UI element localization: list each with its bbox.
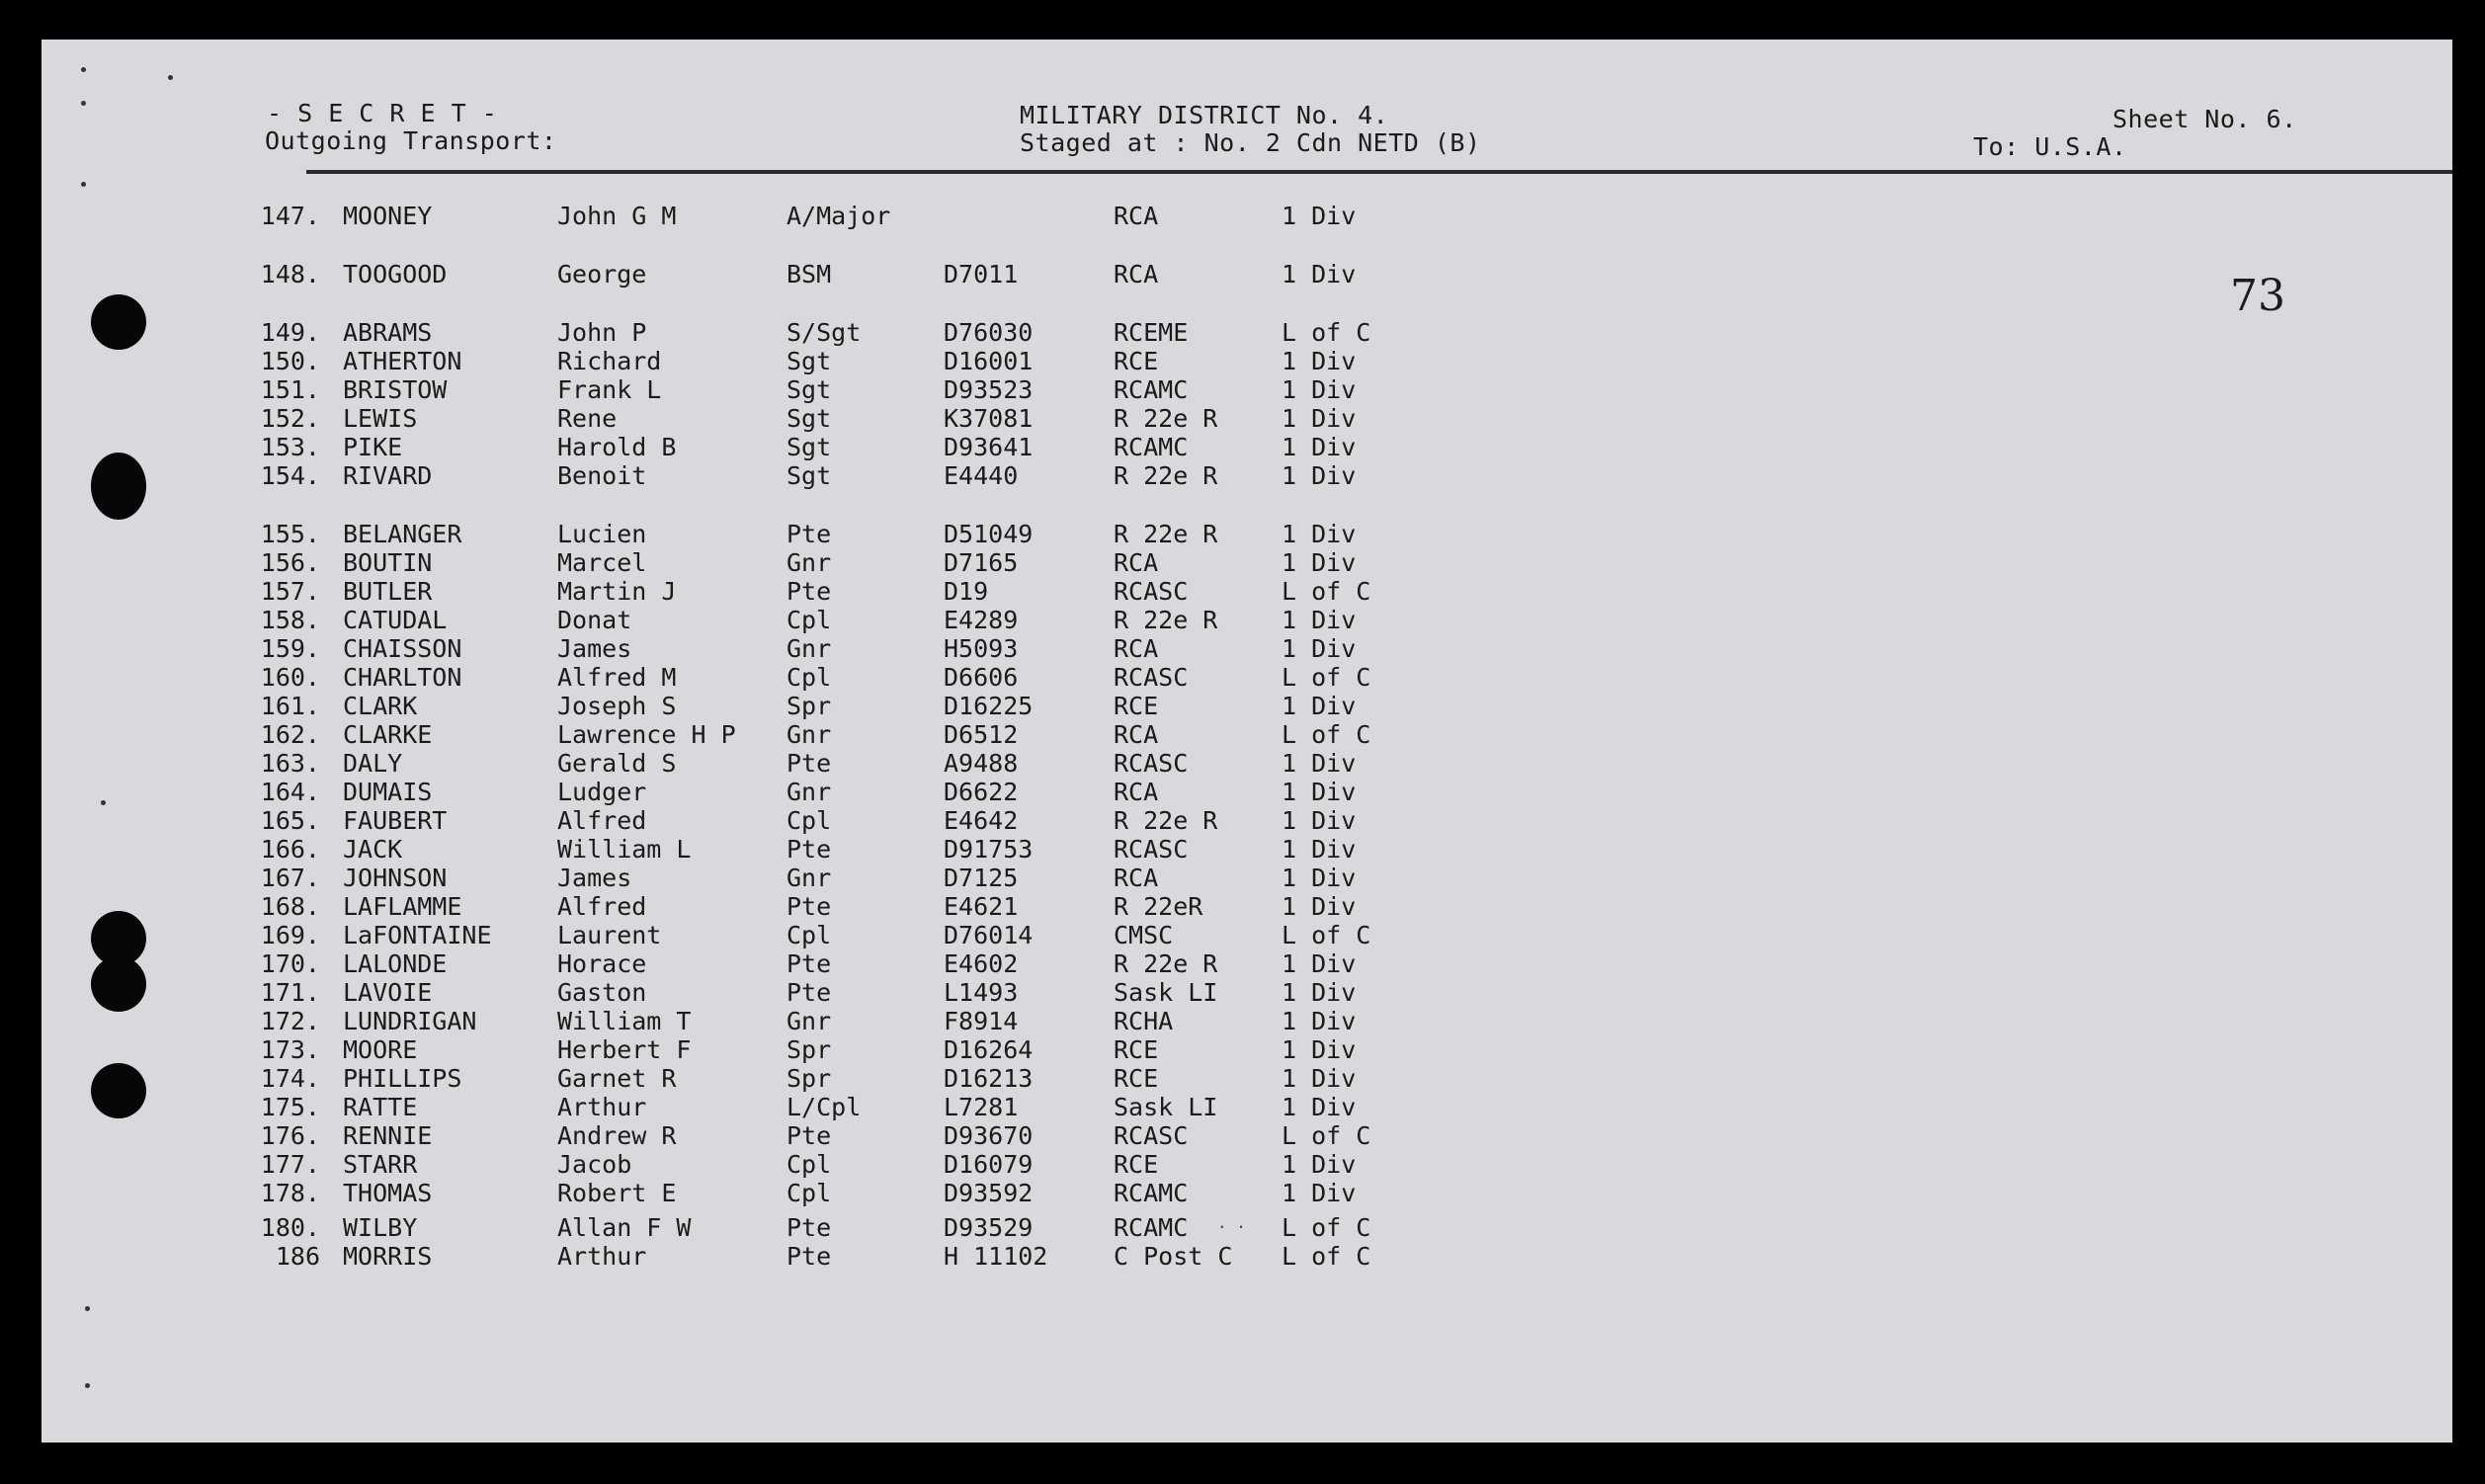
- formation: 1 Div: [1282, 548, 1357, 577]
- rank: S/Sgt: [787, 318, 862, 347]
- formation: 1 Div: [1282, 692, 1357, 720]
- entry-number: 175.: [260, 1093, 320, 1121]
- entry-number: 147.: [260, 202, 320, 230]
- surname: LAVOIE: [343, 978, 433, 1007]
- unit: C Post C: [1114, 1242, 1233, 1271]
- table-row: [41, 606, 1504, 634]
- table-row: [41, 1035, 1504, 1064]
- service-number: L7281: [944, 1093, 1019, 1121]
- destination: To: U.S.A.: [1973, 132, 2127, 161]
- surname: STARR: [343, 1150, 418, 1179]
- given-names: Ludger: [557, 778, 647, 806]
- table-row: [41, 461, 1504, 490]
- header-rule: [306, 170, 2452, 174]
- table-row: [41, 978, 1504, 1007]
- speck: [81, 67, 86, 72]
- given-names: George: [557, 260, 647, 289]
- formation: L of C: [1282, 1242, 1371, 1271]
- unit: RCHA: [1114, 1007, 1174, 1035]
- given-names: Lawrence H P: [557, 720, 736, 749]
- formation: L of C: [1282, 720, 1371, 749]
- service-number: D6512: [944, 720, 1019, 749]
- surname: CHAISSON: [343, 634, 462, 663]
- formation: 1 Div: [1282, 347, 1357, 375]
- table-row: [41, 548, 1504, 577]
- given-names: Lucien: [557, 520, 647, 548]
- table-row: [41, 892, 1504, 921]
- formation: 1 Div: [1282, 260, 1357, 289]
- rank: Sgt: [787, 461, 832, 490]
- formation: L of C: [1282, 921, 1371, 949]
- rank: Cpl: [787, 606, 832, 634]
- speck: [85, 1383, 90, 1388]
- unit: RCE: [1114, 1035, 1159, 1064]
- formation: 1 Div: [1282, 606, 1357, 634]
- service-number: E4602: [944, 949, 1019, 978]
- formation: 1 Div: [1282, 461, 1357, 490]
- staging-location: Staged at : No. 2 Cdn NETD (B): [1020, 128, 1481, 157]
- formation: 1 Div: [1282, 1150, 1357, 1179]
- table-row: [41, 375, 1504, 404]
- unit: RCEME: [1114, 318, 1189, 347]
- unit: R 22e R: [1114, 520, 1218, 548]
- speck: [85, 1306, 90, 1311]
- given-names: Martin J: [557, 577, 677, 606]
- surname: LaFONTAINE: [343, 921, 492, 949]
- given-names: Laurent: [557, 921, 662, 949]
- surname: LALONDE: [343, 949, 448, 978]
- unit: RCA: [1114, 778, 1159, 806]
- entry-number: 171.: [260, 978, 320, 1007]
- surname: LUNDRIGAN: [343, 1007, 477, 1035]
- surname: JOHNSON: [343, 864, 448, 892]
- surname: PHILLIPS: [343, 1064, 462, 1093]
- unit: RCASC: [1114, 835, 1189, 864]
- given-names: Herbert F: [557, 1035, 692, 1064]
- service-number: D7125: [944, 864, 1019, 892]
- table-row: [41, 921, 1504, 949]
- formation: 1 Div: [1282, 1064, 1357, 1093]
- service-number: D16225: [944, 692, 1034, 720]
- service-number: H5093: [944, 634, 1019, 663]
- given-names: Richard: [557, 347, 662, 375]
- formation: 1 Div: [1282, 806, 1357, 835]
- entry-number: 180.: [260, 1213, 320, 1242]
- surname: BELANGER: [343, 520, 462, 548]
- formation: 1 Div: [1282, 520, 1357, 548]
- service-number: D51049: [944, 520, 1034, 548]
- table-row: [41, 202, 1504, 230]
- rank: Sgt: [787, 433, 832, 461]
- given-names: Arthur: [557, 1242, 647, 1271]
- service-number: D76030: [944, 318, 1034, 347]
- row-spacer: [41, 490, 1504, 520]
- table-row: [41, 318, 1504, 347]
- entry-number: 149.: [260, 318, 320, 347]
- formation: 1 Div: [1282, 1007, 1357, 1035]
- unit: CMSC: [1114, 921, 1174, 949]
- entry-number: 156.: [260, 548, 320, 577]
- table-row: [41, 634, 1504, 663]
- formation: 1 Div: [1282, 892, 1357, 921]
- unit: R 22e R: [1114, 404, 1218, 433]
- given-names: Jacob: [557, 1150, 632, 1179]
- entry-number: 161.: [260, 692, 320, 720]
- surname: MOONEY: [343, 202, 433, 230]
- entry-number: 159.: [260, 634, 320, 663]
- unit: RCA: [1114, 260, 1159, 289]
- unit: R 22e R: [1114, 949, 1218, 978]
- surname: DALY: [343, 749, 403, 778]
- surname: DUMAIS: [343, 778, 433, 806]
- given-names: Alfred: [557, 806, 647, 835]
- service-number: L1493: [944, 978, 1019, 1007]
- service-number: D16264: [944, 1035, 1034, 1064]
- unit: RCA: [1114, 720, 1159, 749]
- rank: Sgt: [787, 404, 832, 433]
- unit: RCE: [1114, 1064, 1159, 1093]
- given-names: Frank L: [557, 375, 662, 404]
- table-row: [41, 692, 1504, 720]
- given-names: John G M: [557, 202, 677, 230]
- entry-number: 150.: [260, 347, 320, 375]
- surname: LAFLAMME: [343, 892, 462, 921]
- entry-number: 148.: [260, 260, 320, 289]
- surname: THOMAS: [343, 1179, 433, 1207]
- service-number: D93529: [944, 1213, 1034, 1242]
- entry-number: 151.: [260, 375, 320, 404]
- service-number: E4440: [944, 461, 1019, 490]
- table-row: [41, 1242, 1504, 1271]
- entry-number: 163.: [260, 749, 320, 778]
- given-names: James: [557, 864, 632, 892]
- personnel-list: [41, 202, 1504, 1271]
- entry-number: 153.: [260, 433, 320, 461]
- service-number: D19: [944, 577, 989, 606]
- service-number: E4289: [944, 606, 1019, 634]
- service-number: E4642: [944, 806, 1019, 835]
- given-names: Garnet R: [557, 1064, 677, 1093]
- rank: Pte: [787, 577, 832, 606]
- formation: L of C: [1282, 1213, 1371, 1242]
- service-number: D91753: [944, 835, 1034, 864]
- entry-number: 169.: [260, 921, 320, 949]
- entry-number: 166.: [260, 835, 320, 864]
- entry-number: 157.: [260, 577, 320, 606]
- rank: BSM: [787, 260, 832, 289]
- given-names: Robert E: [557, 1179, 677, 1207]
- unit: RCE: [1114, 692, 1159, 720]
- surname: CATUDAL: [343, 606, 448, 634]
- formation: 1 Div: [1282, 864, 1357, 892]
- rank: Pte: [787, 520, 832, 548]
- surname: WILBY: [343, 1213, 418, 1242]
- surname: ATHERTON: [343, 347, 462, 375]
- given-names: Marcel: [557, 548, 647, 577]
- table-row: [41, 663, 1504, 692]
- given-names: Benoit: [557, 461, 647, 490]
- unit: Sask LI: [1114, 1093, 1218, 1121]
- entry-number: 174.: [260, 1064, 320, 1093]
- rank: Pte: [787, 1121, 832, 1150]
- unit: RCASC: [1114, 577, 1189, 606]
- surname: MOORE: [343, 1035, 418, 1064]
- formation: 1 Div: [1282, 1179, 1357, 1207]
- rank: Pte: [787, 1242, 832, 1271]
- rank: Gnr: [787, 634, 832, 663]
- formation: 1 Div: [1282, 1093, 1357, 1121]
- row-spacer: [41, 230, 1504, 260]
- given-names: Rene: [557, 404, 618, 433]
- service-number: H 11102: [944, 1242, 1048, 1271]
- document-sheet: [41, 40, 2452, 1443]
- service-number: A9488: [944, 749, 1019, 778]
- rank: Gnr: [787, 864, 832, 892]
- row-spacer: [41, 289, 1504, 318]
- rank: Spr: [787, 1035, 832, 1064]
- rank: Cpl: [787, 1150, 832, 1179]
- unit: R 22eR: [1114, 892, 1203, 921]
- entry-number: 155.: [260, 520, 320, 548]
- service-number: D16001: [944, 347, 1034, 375]
- formation: 1 Div: [1282, 375, 1357, 404]
- formation: 1 Div: [1282, 835, 1357, 864]
- rank: Cpl: [787, 806, 832, 835]
- unit: RCE: [1114, 347, 1159, 375]
- surname: FAUBERT: [343, 806, 448, 835]
- speck: [81, 182, 86, 187]
- table-row: [41, 347, 1504, 375]
- given-names: Alfred: [557, 892, 647, 921]
- table-row: [41, 520, 1504, 548]
- surname: TOOGOOD: [343, 260, 448, 289]
- rank: Gnr: [787, 720, 832, 749]
- unit: RCASC: [1114, 1121, 1189, 1150]
- unit: RCA: [1114, 548, 1159, 577]
- table-row: [41, 433, 1504, 461]
- given-names: Andrew R: [557, 1121, 677, 1150]
- rank: Pte: [787, 835, 832, 864]
- rank: Cpl: [787, 921, 832, 949]
- table-row: [41, 749, 1504, 778]
- rank: Gnr: [787, 1007, 832, 1035]
- given-names: Gerald S: [557, 749, 677, 778]
- sheet-number: Sheet No. 6.: [2112, 105, 2297, 133]
- rank: Pte: [787, 749, 832, 778]
- speck: [168, 75, 173, 80]
- unit: RCA: [1114, 202, 1159, 230]
- service-number: D6622: [944, 778, 1019, 806]
- table-row: [41, 577, 1504, 606]
- unit: RCA: [1114, 634, 1159, 663]
- entry-number: 170.: [260, 949, 320, 978]
- entry-number: 168.: [260, 892, 320, 921]
- table-row: [41, 835, 1504, 864]
- speck: [81, 101, 86, 106]
- given-names: Horace: [557, 949, 647, 978]
- given-names: Gaston: [557, 978, 647, 1007]
- given-names: Donat: [557, 606, 632, 634]
- service-number: D93523: [944, 375, 1034, 404]
- rank: L/Cpl: [787, 1093, 862, 1121]
- entry-number: 177.: [260, 1150, 320, 1179]
- unit: RCE: [1114, 1150, 1159, 1179]
- formation: 1 Div: [1282, 1035, 1357, 1064]
- given-names: Joseph S: [557, 692, 677, 720]
- formation: 1 Div: [1282, 634, 1357, 663]
- surname: CLARK: [343, 692, 418, 720]
- surname: JACK: [343, 835, 403, 864]
- table-row: [41, 1007, 1504, 1035]
- formation: 1 Div: [1282, 978, 1357, 1007]
- page-number: 73: [2230, 271, 2285, 321]
- formation: 1 Div: [1282, 778, 1357, 806]
- surname: PIKE: [343, 433, 403, 461]
- rank: Spr: [787, 692, 832, 720]
- service-number: F8914: [944, 1007, 1019, 1035]
- service-number: D7165: [944, 548, 1019, 577]
- rank: Cpl: [787, 663, 832, 692]
- surname: BRISTOW: [343, 375, 448, 404]
- entry-number: 162.: [260, 720, 320, 749]
- surname: BOUTIN: [343, 548, 433, 577]
- entry-number: 158.: [260, 606, 320, 634]
- table-row: [41, 1121, 1504, 1150]
- rank: Pte: [787, 892, 832, 921]
- service-number: D6606: [944, 663, 1019, 692]
- entry-number: 178.: [260, 1179, 320, 1207]
- surname: ABRAMS: [343, 318, 433, 347]
- entry-number: 173.: [260, 1035, 320, 1064]
- table-row: [41, 1213, 1504, 1242]
- table-row: [41, 1064, 1504, 1093]
- formation: 1 Div: [1282, 949, 1357, 978]
- surname: RIVARD: [343, 461, 433, 490]
- rank: Gnr: [787, 778, 832, 806]
- formation: 1 Div: [1282, 202, 1357, 230]
- surname: CHARLTON: [343, 663, 462, 692]
- table-row: [41, 720, 1504, 749]
- unit: RCA: [1114, 864, 1159, 892]
- surname: BUTLER: [343, 577, 433, 606]
- service-number: E4621: [944, 892, 1019, 921]
- service-number: D93670: [944, 1121, 1034, 1150]
- rank: Pte: [787, 949, 832, 978]
- given-names: Alfred M: [557, 663, 677, 692]
- classification-label: - S E C R E T -: [267, 99, 498, 127]
- rank: Spr: [787, 1064, 832, 1093]
- table-row: [41, 404, 1504, 433]
- smudge-mark: . .: [1217, 1213, 1246, 1232]
- formation: L of C: [1282, 318, 1371, 347]
- entry-number: 167.: [260, 864, 320, 892]
- entry-number: 186: [275, 1242, 320, 1271]
- given-names: Allan F W: [557, 1213, 692, 1242]
- entry-number: 152.: [260, 404, 320, 433]
- given-names: Arthur: [557, 1093, 647, 1121]
- service-number: D16079: [944, 1150, 1034, 1179]
- unit: RCAMC: [1114, 1179, 1189, 1207]
- rank: Gnr: [787, 548, 832, 577]
- unit: R 22e R: [1114, 606, 1218, 634]
- formation: 1 Div: [1282, 749, 1357, 778]
- table-row: [41, 1093, 1504, 1121]
- table-row: [41, 1150, 1504, 1179]
- formation: L of C: [1282, 577, 1371, 606]
- rank: Cpl: [787, 1179, 832, 1207]
- unit: RCAMC: [1114, 1213, 1189, 1242]
- unit: RCASC: [1114, 749, 1189, 778]
- surname: RENNIE: [343, 1121, 433, 1150]
- unit: RCASC: [1114, 663, 1189, 692]
- unit: Sask LI: [1114, 978, 1218, 1007]
- entry-number: 164.: [260, 778, 320, 806]
- rank: Sgt: [787, 347, 832, 375]
- formation: L of C: [1282, 663, 1371, 692]
- rank: Pte: [787, 1213, 832, 1242]
- surname: LEWIS: [343, 404, 418, 433]
- entry-number: 172.: [260, 1007, 320, 1035]
- entry-number: 165.: [260, 806, 320, 835]
- rank: A/Major: [787, 202, 891, 230]
- rank: Pte: [787, 978, 832, 1007]
- transport-label: Outgoing Transport:: [265, 126, 557, 155]
- given-names: James: [557, 634, 632, 663]
- given-names: John P: [557, 318, 647, 347]
- table-row: [41, 778, 1504, 806]
- service-number: D93641: [944, 433, 1034, 461]
- surname: CLARKE: [343, 720, 433, 749]
- district-title: MILITARY DISTRICT No. 4.: [1020, 101, 1389, 129]
- given-names: Harold B: [557, 433, 677, 461]
- service-number: D7011: [944, 260, 1019, 289]
- table-row: [41, 1179, 1504, 1207]
- table-row: [41, 864, 1504, 892]
- service-number: K37081: [944, 404, 1034, 433]
- unit: R 22e R: [1114, 461, 1218, 490]
- rank: Sgt: [787, 375, 832, 404]
- table-row: [41, 806, 1504, 835]
- entry-number: 176.: [260, 1121, 320, 1150]
- given-names: William T: [557, 1007, 692, 1035]
- table-row: [41, 949, 1504, 978]
- entry-number: 154.: [260, 461, 320, 490]
- table-row: [41, 260, 1504, 289]
- service-number: D93592: [944, 1179, 1034, 1207]
- surname: RATTE: [343, 1093, 418, 1121]
- entry-number: 160.: [260, 663, 320, 692]
- surname: MORRIS: [343, 1242, 433, 1271]
- service-number: D76014: [944, 921, 1034, 949]
- unit: RCAMC: [1114, 433, 1189, 461]
- given-names: William L: [557, 835, 692, 864]
- unit: RCAMC: [1114, 375, 1189, 404]
- formation: 1 Div: [1282, 404, 1357, 433]
- unit: R 22e R: [1114, 806, 1218, 835]
- formation: 1 Div: [1282, 433, 1357, 461]
- service-number: D16213: [944, 1064, 1034, 1093]
- formation: L of C: [1282, 1121, 1371, 1150]
